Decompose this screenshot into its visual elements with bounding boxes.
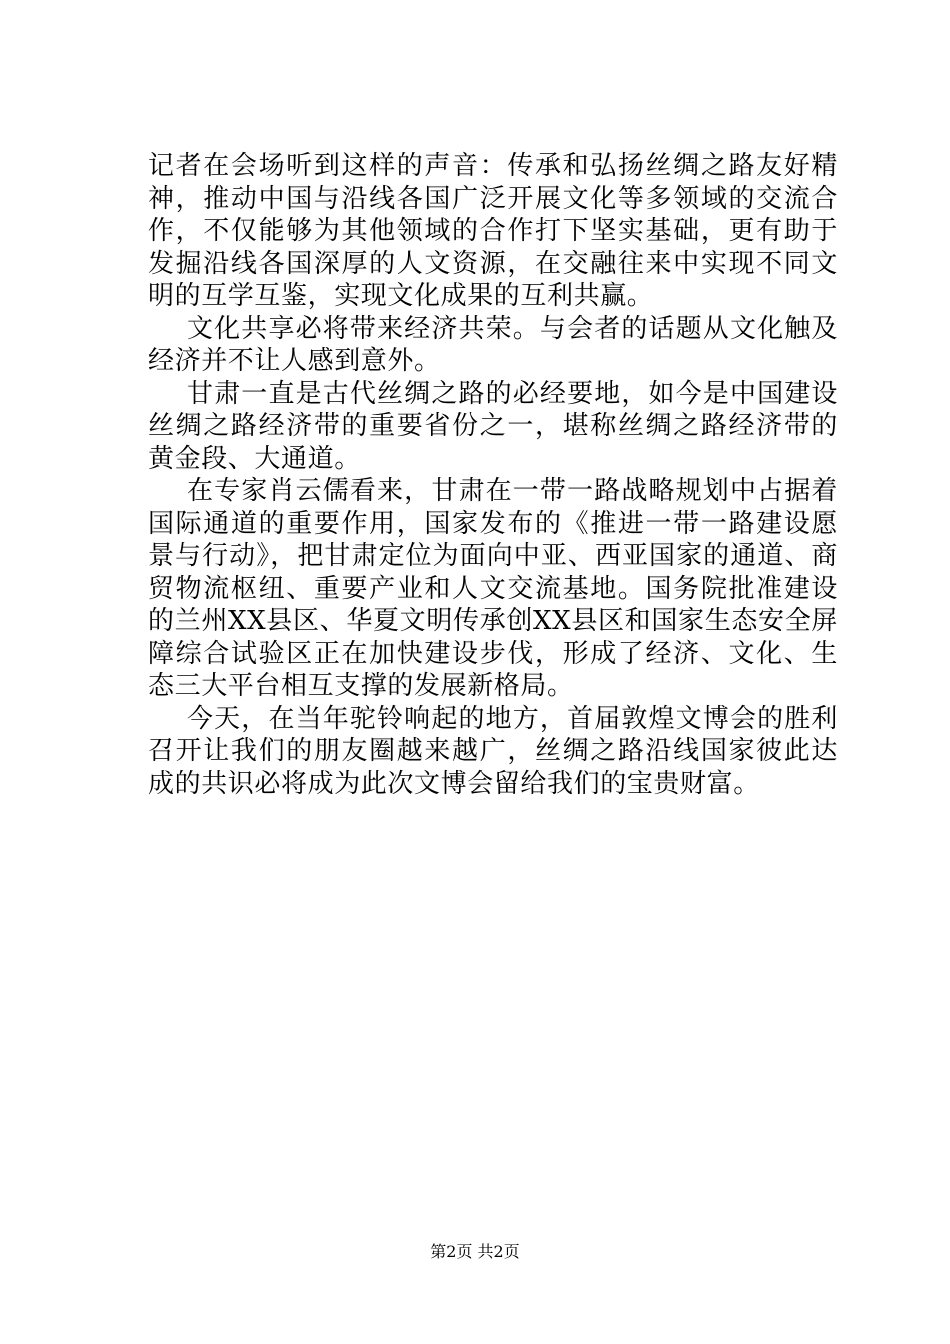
paragraph-2: 文化共享必将带来经济共荣。与会者的话题从文化触及经济并不让人感到意外。 (148, 313, 838, 376)
paragraph-5: 今天，在当年驼铃响起的地方，首届敦煌文博会的胜利召开让我们的朋友圈越来越广，丝绸之路沿线国家彼此达成的共识必将成为此次文博会留给我们的宝贵财富。 (148, 703, 838, 799)
document-body (148, 150, 838, 800)
paragraph-1: 记者在会场听到这样的声音：传承和弘扬丝绸之路友好精神，推动中国与沿线各国广泛开展文化等多领域的交流合作，不仅能够为其他领域的合作打下坚实基础，更有助于发掘沿线各国深厚的人文资源，在交融往来中实现不同文明的互学互鉴，实现文化成果的互利共赢。 (148, 151, 838, 311)
page-number-footer: 第2页 共2页 (430, 1242, 520, 1261)
paragraph-4: 在专家肖云儒看来，甘肃在一带一路战略规划中占据着国际通道的重要作用，国家发布的《推进一带一路建设愿景与行动》，把甘肃定位为面向中亚、西亚国家的通道、商贸物流枢纽、重要产业和人文交流基地。国务院批准建设的兰州XX县区、华夏文明传承创XX县区和国家生态安全屏障综合试验区正在加快建设步伐，形成了经济、文化、生态三大平台相互支撑的发展新格局。 (148, 476, 838, 701)
paragraph-3: 甘肃一直是古代丝绸之路的必经要地，如今是中国建设丝绸之路经济带的重要省份之一，堪称丝绸之路经济带的黄金段、大通道。 (148, 378, 838, 474)
